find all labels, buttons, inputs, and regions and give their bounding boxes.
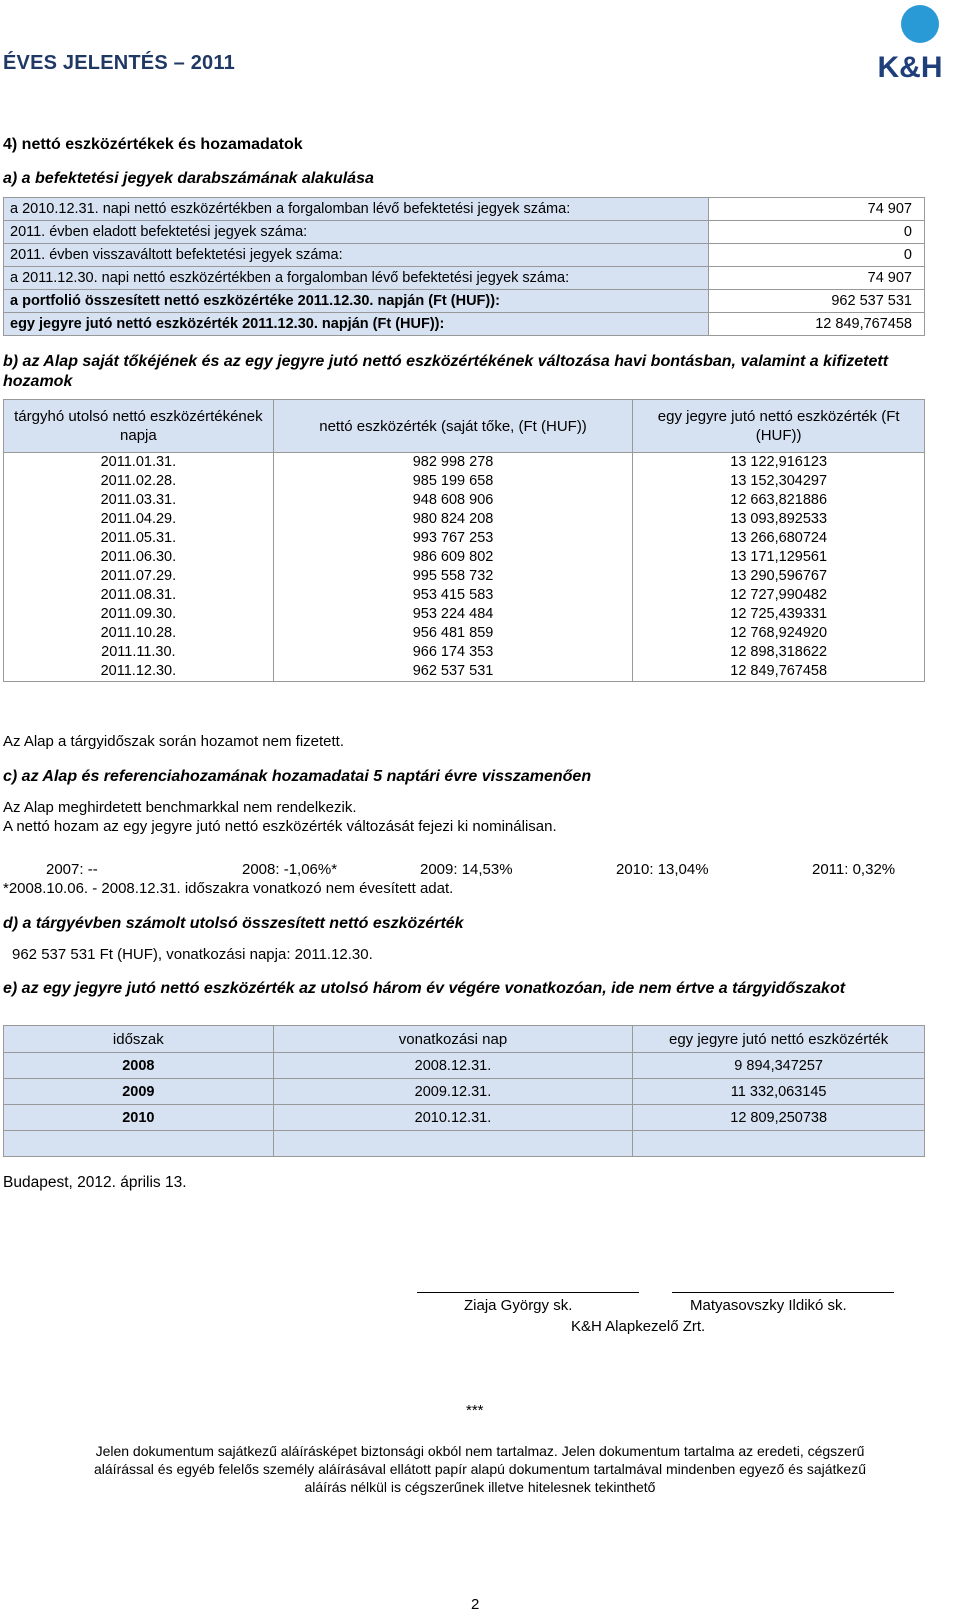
cell: 995 558 732 xyxy=(273,567,633,586)
cell: 2011.05.31. xyxy=(4,529,274,548)
col-header-per-unit: egy jegyre jutó nettó eszközérték (Ft (HUF)) xyxy=(633,400,925,453)
disclaimer-line-1: Jelen dokumentum sajátkezű aláírásképet biztonsági okból nem tartalmaz. Jelen dokumentum tartalma az eredeti, cégszerű xyxy=(95,1443,865,1459)
yield-2009: 2009: 14,53% xyxy=(420,861,513,878)
table-row xyxy=(4,529,925,548)
cell: 12 663,821886 xyxy=(633,491,925,510)
signature-line-1 xyxy=(417,1292,639,1293)
cell: 953 224 484 xyxy=(273,605,633,624)
table-row xyxy=(4,1105,925,1131)
cell: 982 998 278 xyxy=(273,453,633,473)
cell: 2011.06.30. xyxy=(4,548,274,567)
row-value: 12 849,767458 xyxy=(709,313,925,336)
cell: 2011.01.31. xyxy=(4,453,274,473)
year-end-nav-table xyxy=(3,1025,925,1157)
table-row xyxy=(4,221,925,244)
cell: 12 768,924920 xyxy=(633,624,925,643)
cell: 13 152,304297 xyxy=(633,472,925,491)
cell: 13 122,916123 xyxy=(633,453,925,473)
cell: 956 481 859 xyxy=(273,624,633,643)
table-row xyxy=(4,567,925,586)
cell: 2009 xyxy=(4,1079,274,1105)
table-row xyxy=(4,510,925,529)
yield-2007: 2007: -- xyxy=(46,861,98,878)
row-value: 74 907 xyxy=(709,267,925,290)
signer-2: Matyasovszky Ildikó sk. xyxy=(690,1297,847,1314)
table-row xyxy=(4,548,925,567)
cell: 13 093,892533 xyxy=(633,510,925,529)
kh-logo xyxy=(862,2,958,80)
table-row xyxy=(4,244,925,267)
cell: 980 824 208 xyxy=(273,510,633,529)
section-e-title: e) az egy jegyre jutó nettó eszközérték az utolsó három év végére vonatkozóan, ide nem értve a tárgyidőszakot xyxy=(3,980,846,997)
section-d-title: d) a tárgyévben számolt utolsó összesített nettó eszközérték xyxy=(3,915,464,932)
row-label: a portfolió összesített nettó eszközértéke 2011.12.30. napján (Ft (HUF)): xyxy=(4,290,709,313)
net-yield-note: A nettó hozam az egy jegyre jutó nettó eszközérték változását fejezi ki nominálisan. xyxy=(3,818,557,835)
place-and-date: Budapest, 2012. április 13. xyxy=(3,1174,187,1191)
empty-cell xyxy=(273,1131,633,1157)
cell: 2011.07.29. xyxy=(4,567,274,586)
separator-stars: *** xyxy=(466,1402,484,1419)
cell: 12 727,990482 xyxy=(633,586,925,605)
row-label: egy jegyre jutó nettó eszközérték 2011.12.30. napján (Ft (HUF)): xyxy=(4,313,709,336)
cell: 2010.12.31. xyxy=(273,1105,633,1131)
empty-cell xyxy=(633,1131,925,1157)
company-name: K&H Alapkezelő Zrt. xyxy=(571,1318,706,1335)
svg-text:K&H: K&H xyxy=(877,51,943,80)
cell: 2011.09.30. xyxy=(4,605,274,624)
cell: 9 894,347257 xyxy=(633,1053,925,1079)
col-header-date: tárgyhó utolsó nettó eszközértékének napja xyxy=(4,400,274,453)
section-c-title: c) az Alap és referenciahozamának hozamadatai 5 naptári évre visszamenően xyxy=(3,768,592,785)
yield-2010: 2010: 13,04% xyxy=(616,861,709,878)
cell: 985 199 658 xyxy=(273,472,633,491)
row-value: 0 xyxy=(709,244,925,267)
unit-count-table xyxy=(3,197,925,336)
table-row xyxy=(4,290,925,313)
row-label: 2011. évben visszaváltott befektetési jegyek száma: xyxy=(4,244,709,267)
cell: 2010 xyxy=(4,1105,274,1131)
empty-cell xyxy=(4,1131,274,1157)
disclaimer-line-2: aláírással és egyéb felelős személy aláírásával ellátott papír alapú dokumentum tartalmával mindenben egyező és sajátkezű xyxy=(94,1461,866,1477)
table-row xyxy=(4,1131,925,1157)
cell: 12 725,439331 xyxy=(633,605,925,624)
row-value: 0 xyxy=(709,221,925,244)
table-header-row xyxy=(4,1026,925,1053)
cell: 13 171,129561 xyxy=(633,548,925,567)
cell: 2011.04.29. xyxy=(4,510,274,529)
col-header-nav: nettó eszközérték (saját tőke, (Ft (HUF)) xyxy=(273,400,633,453)
cell: 966 174 353 xyxy=(273,643,633,662)
cell: 2011.12.30. xyxy=(4,662,274,682)
table-row xyxy=(4,472,925,491)
cell: 962 537 531 xyxy=(273,662,633,682)
table-row xyxy=(4,1053,925,1079)
table-row xyxy=(4,605,925,624)
table-row xyxy=(4,624,925,643)
signature-line-2 xyxy=(672,1292,894,1293)
disclaimer xyxy=(0,1442,960,1496)
cell: 2008.12.31. xyxy=(273,1053,633,1079)
signer-1: Ziaja György sk. xyxy=(464,1297,573,1314)
cell: 953 415 583 xyxy=(273,586,633,605)
col-header-reference-date: vonatkozási nap xyxy=(273,1026,633,1053)
cell: 2008 xyxy=(4,1053,274,1079)
cell: 11 332,063145 xyxy=(633,1079,925,1105)
row-label: a 2011.12.30. napi nettó eszközértékben a forgalomban lévő befektetési jegyek száma: xyxy=(4,267,709,290)
col-header-period: időszak xyxy=(4,1026,274,1053)
cell: 12 849,767458 xyxy=(633,662,925,682)
yield-2008: 2008: -1,06%* xyxy=(242,861,338,878)
cell: 13 266,680724 xyxy=(633,529,925,548)
cell: 12 898,318622 xyxy=(633,643,925,662)
table-row xyxy=(4,1079,925,1105)
total-nav-text: 962 537 531 Ft (HUF), vonatkozási napja: 2011.12.30. xyxy=(12,946,373,963)
monthly-nav-table xyxy=(3,399,925,682)
page-number: 2 xyxy=(471,1596,480,1613)
cell: 986 609 802 xyxy=(273,548,633,567)
table-row xyxy=(4,662,925,682)
table-row xyxy=(4,586,925,605)
benchmark-note: Az Alap meghirdetett benchmarkkal nem rendelkezik. xyxy=(3,799,357,816)
cell: 948 608 906 xyxy=(273,491,633,510)
table-row xyxy=(4,267,925,290)
col-header-per-unit: egy jegyre jutó nettó eszközérték xyxy=(633,1026,925,1053)
table-row xyxy=(4,198,925,221)
cell: 12 809,250738 xyxy=(633,1105,925,1131)
table-row xyxy=(4,453,925,473)
row-value: 74 907 xyxy=(709,198,925,221)
section-b-title: b) az Alap saját tőkéjének és az egy jegyre jutó nettó eszközértékének változása havi bontásban, valamint a kifizetett hozamok xyxy=(3,353,889,390)
section-a-title: a) a befektetési jegyek darabszámának alakulása xyxy=(3,170,374,187)
cell: 993 767 253 xyxy=(273,529,633,548)
row-label: 2011. évben eladott befektetési jegyek száma: xyxy=(4,221,709,244)
yield-2011: 2011: 0,32% xyxy=(812,861,896,878)
cell: 2011.03.31. xyxy=(4,491,274,510)
disclaimer-line-3: aláírás nélkül is cégszerűnek illetve hitelesnek tekinthető xyxy=(304,1479,656,1495)
cell: 13 290,596767 xyxy=(633,567,925,586)
report-title: ÉVES JELENTÉS – 2011 xyxy=(3,52,235,74)
table-header-row xyxy=(4,400,925,453)
row-label: a 2010.12.31. napi nettó eszközértékben a forgalomban lévő befektetési jegyek száma: xyxy=(4,198,709,221)
cell: 2011.08.31. xyxy=(4,586,274,605)
row-value: 962 537 531 xyxy=(709,290,925,313)
table-row xyxy=(4,643,925,662)
section-4-title: 4) nettó eszközértékek és hozamadatok xyxy=(3,136,303,153)
yield-footnote: *2008.10.06. - 2008.12.31. időszakra vonatkozó nem évesített adat. xyxy=(3,880,454,897)
table-row xyxy=(4,313,925,336)
no-yield-note: Az Alap a tárgyidőszak során hozamot nem fizetett. xyxy=(3,733,345,750)
table-row xyxy=(4,491,925,510)
cell: 2011.02.28. xyxy=(4,472,274,491)
cell: 2011.10.28. xyxy=(4,624,274,643)
cell: 2009.12.31. xyxy=(273,1079,633,1105)
cell: 2011.11.30. xyxy=(4,643,274,662)
